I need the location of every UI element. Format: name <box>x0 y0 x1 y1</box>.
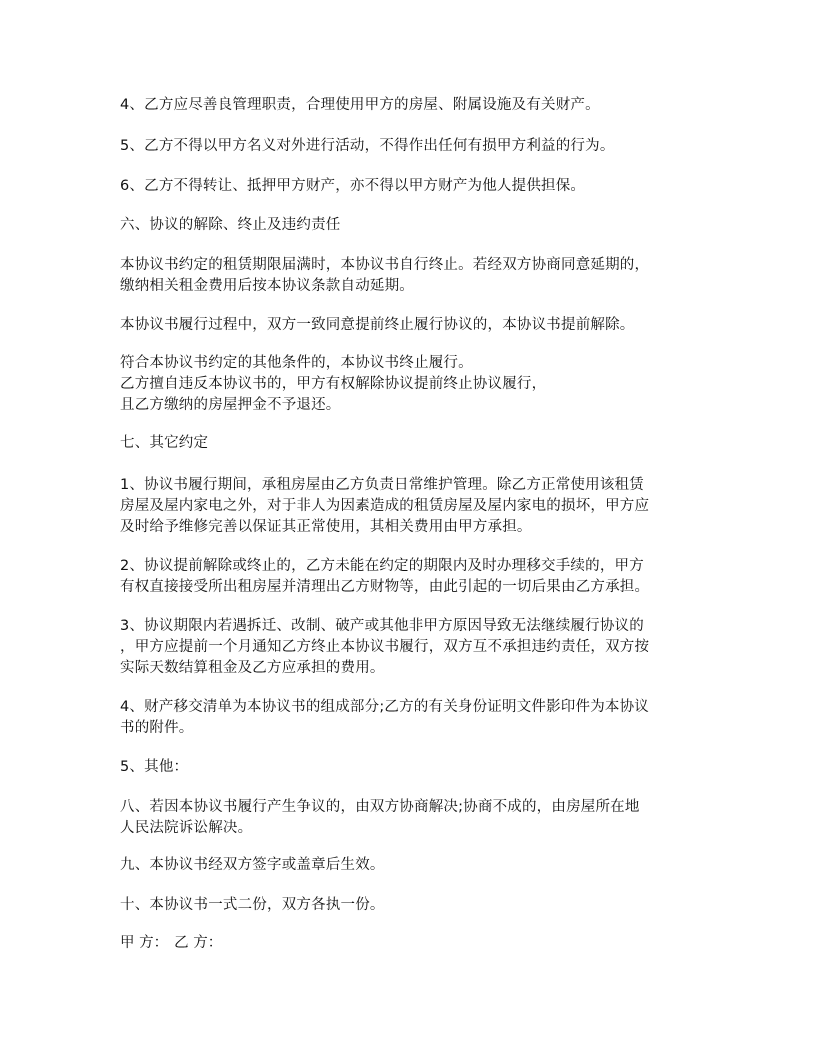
text-line: 且乙方缴纳的房屋押金不予退还。 <box>120 397 341 413</box>
text-line: 符合本协议书约定的其他条件的，本协议书终止履行。 <box>120 355 473 371</box>
paragraph-clause-4 <box>120 95 710 116</box>
party-b-label: 乙 方： <box>174 935 223 951</box>
section-heading-8 <box>120 797 710 839</box>
paragraph-other-clause-3 <box>120 616 710 679</box>
text-line: 5、其他： <box>120 759 189 775</box>
text-line: 及时给予维修完善以保证其正常使用，其相关费用由甲方承担。 <box>120 519 532 535</box>
paragraph-clause-5 <box>120 136 710 157</box>
text-line: 本协议书约定的租赁期限届满时，本协议书自行终止。若经双方协商同意延期的， <box>120 257 650 273</box>
text-line: 1、协议书履行期间，承租房屋由乙方负责日常维护管理。除乙方正常使用该租赁 <box>120 477 644 493</box>
text-line: 3、协议期限内若遇拆迁、改制、破产或其他非甲方原因导致无法继续履行协议的 <box>120 618 644 634</box>
heading-line: 六、协议的解除、终止及违约责任 <box>120 217 341 233</box>
text-line: 人民法院诉讼解决。 <box>120 820 253 836</box>
paragraph-other-clause-5 <box>120 757 710 778</box>
text-line: 九、本协议书经双方签字或盖章后生效。 <box>120 857 385 873</box>
section-heading-6 <box>120 215 710 236</box>
text-line: 书的附件。 <box>120 720 194 736</box>
text-line: 乙方擅自违反本协议书的，甲方有权解除协议提前终止协议履行， <box>120 376 547 392</box>
text-line: 4、乙方应尽善良管理职责，合理使用甲方的房屋、附属设施及有关财产。 <box>120 97 600 113</box>
section-heading-7 <box>120 433 710 454</box>
text-line: 4、财产移交清单为本协议书的组成部分;乙方的有关身份证明文件影印件为本协议 <box>120 699 650 715</box>
section-heading-10 <box>120 895 710 916</box>
paragraph-other-clause-1 <box>120 475 710 538</box>
paragraph-other-clause-4 <box>120 697 710 739</box>
text-line: 十、本协议书一式二份，双方各执一份。 <box>120 897 385 913</box>
text-line: 本协议书履行过程中，双方一致同意提前终止履行协议的，本协议书提前解除。 <box>120 317 635 333</box>
text-line: ，甲方应提前一个月通知乙方终止本协议书履行，双方互不承担违约责任，双方按 <box>120 639 650 655</box>
signature-line <box>120 933 222 954</box>
paragraph-lease-expiry <box>120 255 710 297</box>
text-line: 缴纳相关租金费用后按本协议条款自动延期。 <box>120 278 414 294</box>
text-line: 5、乙方不得以甲方名义对外进行活动，不得作出任何有损甲方利益的行为。 <box>120 138 615 154</box>
paragraph-other-conditions <box>120 353 710 416</box>
section-heading-9 <box>120 855 710 876</box>
text-line: 2、协议提前解除或终止的，乙方未能在约定的期限内及时办理移交手续的，甲方 <box>120 558 644 574</box>
paragraph-early-termination <box>120 315 710 336</box>
paragraph-other-clause-2 <box>120 556 710 598</box>
party-a-label: 甲 方： <box>120 935 169 951</box>
text-line: 房屋及屋内家电之外，对于非人为因素造成的租赁房屋及屋内家电的损坏，甲方应 <box>120 498 650 514</box>
text-line: 有权直接接受所出租房屋并清理出乙方财物等，由此引起的一切后果由乙方承担。 <box>120 579 650 595</box>
text-line: 实际天数结算租金及乙方应承担的费用。 <box>120 660 385 676</box>
paragraph-clause-6 <box>120 176 710 197</box>
heading-line: 七、其它约定 <box>120 435 209 451</box>
text-line: 八、若因本协议书履行产生争议的，由双方协商解决;协商不成的，由房屋所在地 <box>120 799 640 815</box>
text-line: 6、乙方不得转让、抵押甲方财产，亦不得以甲方财产为他人提供担保。 <box>120 178 586 194</box>
